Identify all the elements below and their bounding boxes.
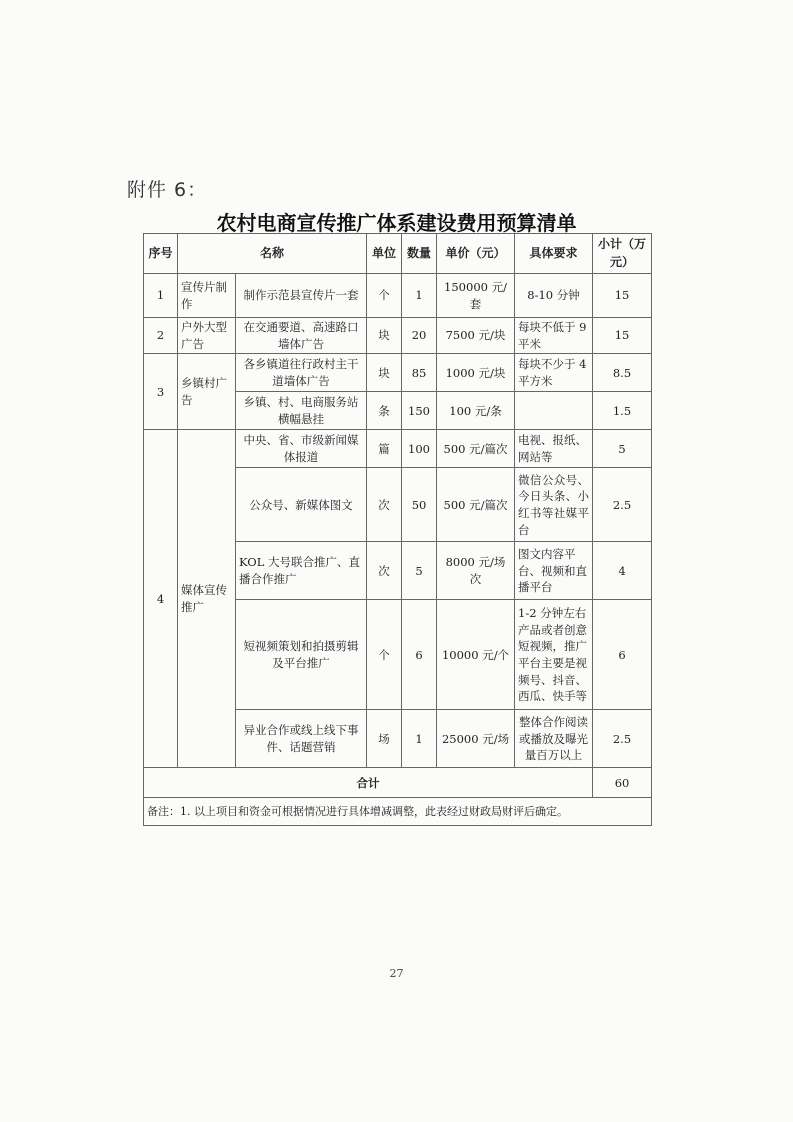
item-cell: 各乡镇道往行政村主干道墙体广告 <box>236 354 367 392</box>
unit-cell: 块 <box>367 354 402 392</box>
price-cell: 1000 元/块 <box>437 354 515 392</box>
item-cell: KOL 大号联合推广、直播合作推广 <box>236 542 367 600</box>
unit-cell: 块 <box>367 318 402 354</box>
category-cell: 媒体宣传推广 <box>178 430 236 768</box>
requirement-cell <box>515 392 593 430</box>
budget-table <box>143 233 652 826</box>
unit-cell: 个 <box>367 600 402 710</box>
header-seq: 序号 <box>144 234 178 274</box>
seq-cell: 2 <box>144 318 178 354</box>
price-cell: 500 元/篇次 <box>437 468 515 542</box>
table-row <box>144 354 652 392</box>
unit-cell: 条 <box>367 392 402 430</box>
total-value: 60 <box>593 768 652 798</box>
unit-cell: 次 <box>367 542 402 600</box>
subtotal-cell: 1.5 <box>593 392 652 430</box>
subtotal-cell: 5 <box>593 430 652 468</box>
price-cell: 100 元/条 <box>437 392 515 430</box>
seq-cell: 4 <box>144 430 178 768</box>
qty-cell: 6 <box>402 600 437 710</box>
header-unit: 单位 <box>367 234 402 274</box>
item-cell: 短视频策划和拍摄剪辑及平台推广 <box>236 600 367 710</box>
page-number: 27 <box>389 967 404 980</box>
item-cell: 在交通要道、高速路口墙体广告 <box>236 318 367 354</box>
qty-cell: 50 <box>402 468 437 542</box>
header-qty: 数量 <box>402 234 437 274</box>
qty-cell: 1 <box>402 710 437 768</box>
requirement-cell: 电视、报纸、网站等 <box>515 430 593 468</box>
requirement-cell: 8-10 分钟 <box>515 274 593 318</box>
header-subtotal: 小计（万元） <box>593 234 652 274</box>
category-cell: 户外大型广告 <box>178 318 236 354</box>
header-price: 单价（元） <box>437 234 515 274</box>
seq-cell: 3 <box>144 354 178 430</box>
qty-cell: 5 <box>402 542 437 600</box>
price-cell: 8000 元/场次 <box>437 542 515 600</box>
header-row <box>144 234 652 274</box>
header-name: 名称 <box>178 234 367 274</box>
price-cell: 25000 元/场 <box>437 710 515 768</box>
requirement-cell: 整体合作阅读或播放及曝光量百万以上 <box>515 710 593 768</box>
category-cell: 乡镇村广告 <box>178 354 236 430</box>
requirement-cell: 每块不低于 9 平米 <box>515 318 593 354</box>
document-title: 农村电商宣传推广体系建设费用预算清单 <box>216 211 577 235</box>
note-row <box>144 798 652 826</box>
total-row <box>144 768 652 798</box>
requirement-cell: 图文内容平台、视频和直播平台 <box>515 542 593 600</box>
price-cell: 150000 元/套 <box>437 274 515 318</box>
item-cell: 公众号、新媒体图文 <box>236 468 367 542</box>
requirement-cell: 每块不少于 4 平方米 <box>515 354 593 392</box>
qty-cell: 1 <box>402 274 437 318</box>
total-label: 合计 <box>144 768 593 798</box>
unit-cell: 篇 <box>367 430 402 468</box>
subtotal-cell: 6 <box>593 600 652 710</box>
subtotal-cell: 15 <box>593 274 652 318</box>
qty-cell: 20 <box>402 318 437 354</box>
attachment-label: 附件 6： <box>127 179 208 201</box>
price-cell: 500 元/篇次 <box>437 430 515 468</box>
subtotal-cell: 8.5 <box>593 354 652 392</box>
subtotal-cell: 2.5 <box>593 468 652 542</box>
requirement-cell: 1-2 分钟左右产品或者创意短视频，推广平台主要是视频号、抖音、西瓜、快手等 <box>515 600 593 710</box>
item-cell: 异业合作或线上线下事件、话题营销 <box>236 710 367 768</box>
unit-cell: 个 <box>367 274 402 318</box>
qty-cell: 85 <box>402 354 437 392</box>
subtotal-cell: 2.5 <box>593 710 652 768</box>
subtotal-cell: 4 <box>593 542 652 600</box>
unit-cell: 场 <box>367 710 402 768</box>
table-row <box>144 430 652 468</box>
price-cell: 7500 元/块 <box>437 318 515 354</box>
subtotal-cell: 15 <box>593 318 652 354</box>
unit-cell: 次 <box>367 468 402 542</box>
qty-cell: 100 <box>402 430 437 468</box>
category-cell: 宣传片制作 <box>178 274 236 318</box>
item-cell: 制作示范县宣传片一套 <box>236 274 367 318</box>
item-cell: 乡镇、村、电商服务站横幅悬挂 <box>236 392 367 430</box>
note-text: 备注：1. 以上项目和资金可根据情况进行具体增减调整，此表经过财政局财评后确定。 <box>144 798 652 826</box>
qty-cell: 150 <box>402 392 437 430</box>
table-row <box>144 318 652 354</box>
item-cell: 中央、省、市级新闻媒体报道 <box>236 430 367 468</box>
header-req: 具体要求 <box>515 234 593 274</box>
table-row <box>144 274 652 318</box>
price-cell: 10000 元/个 <box>437 600 515 710</box>
seq-cell: 1 <box>144 274 178 318</box>
requirement-cell: 微信公众号、今日头条、小红书等社媒平台 <box>515 468 593 542</box>
